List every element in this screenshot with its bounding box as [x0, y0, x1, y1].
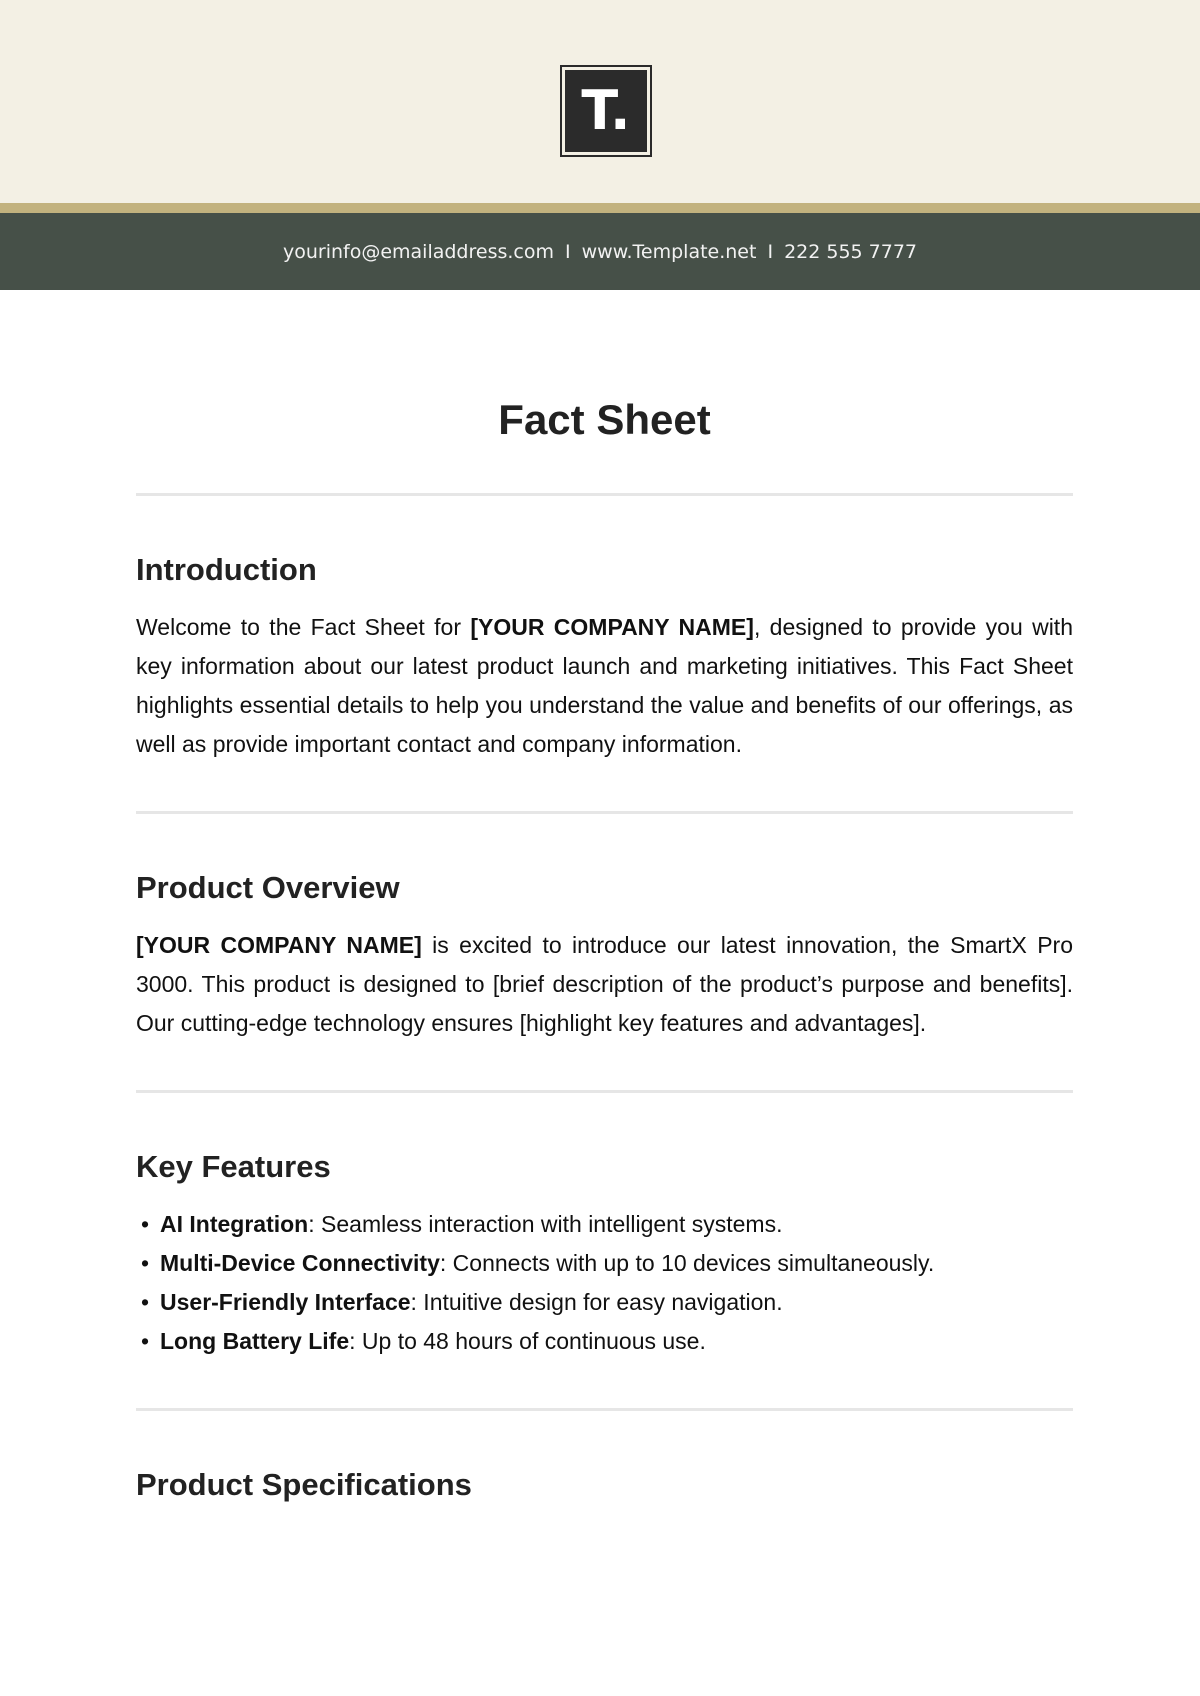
product-overview-paragraph: [136, 926, 1073, 1043]
contact-separator: I: [565, 240, 571, 263]
feature-label: User-Friendly Interface: [160, 1289, 411, 1315]
feature-label: Long Battery Life: [160, 1328, 350, 1354]
contact-website[interactable]: www.Template.net: [581, 240, 757, 263]
logo-mark: T.: [565, 70, 647, 152]
feature-description: : Seamless interaction with intelligent systems.: [308, 1211, 783, 1237]
section-divider: [136, 493, 1073, 496]
contact-email[interactable]: yourinfo@emailaddress.com: [282, 240, 554, 263]
feature-description: : Up to 48 hours of continuous use.: [349, 1328, 706, 1354]
introduction-text-start: Welcome to the Fact Sheet for: [136, 614, 471, 640]
contact-separator: I: [767, 240, 774, 263]
contact-bar: [0, 213, 1200, 290]
company-logo: [560, 65, 652, 157]
product-specifications-heading: Product Specifications: [136, 1467, 472, 1502]
section-divider: [136, 1090, 1073, 1093]
page-title: Fact Sheet: [498, 396, 711, 443]
list-item: [136, 1244, 1073, 1283]
list-item: [136, 1322, 1073, 1361]
product-overview-heading: Product Overview: [136, 870, 400, 905]
section-divider: [136, 811, 1073, 814]
product-overview-text: is excited to introduce our latest innovation, the SmartX Pro 3000. This product is designed to [brief description of the product’s purpose and benefits]. Our cutting-edge technology ensures [highlight key features and advantages].: [136, 932, 1073, 1036]
key-features-list: [136, 1205, 1073, 1361]
introduction-paragraph: [136, 608, 1073, 764]
introduction-text-end: , designed to provide you with key information about our latest product launch and marketing initiatives. This Fact Sheet highlights essential details to help you understand the value and benefits of our offerings, as well as provide important contact and company information.: [136, 614, 1073, 757]
list-item: [136, 1283, 1073, 1322]
feature-label: Multi-Device Connectivity: [160, 1250, 440, 1276]
list-item: [136, 1205, 1073, 1244]
company-name-placeholder: [YOUR COMPANY NAME]: [136, 932, 422, 958]
contact-phone: 222 555 7777: [784, 240, 918, 263]
feature-description: : Intuitive design for easy navigation.: [410, 1289, 783, 1315]
key-features-heading: Key Features: [136, 1149, 331, 1184]
document-body: [0, 290, 1200, 1508]
company-name-placeholder: [YOUR COMPANY NAME]: [470, 614, 754, 640]
feature-description: : Connects with up to 10 devices simultaneously.: [439, 1250, 935, 1276]
feature-label: AI Integration: [160, 1211, 309, 1237]
introduction-heading: Introduction: [136, 552, 317, 587]
section-divider: [136, 1408, 1073, 1411]
page-header: [0, 0, 1200, 203]
header-accent-band: [0, 203, 1200, 213]
